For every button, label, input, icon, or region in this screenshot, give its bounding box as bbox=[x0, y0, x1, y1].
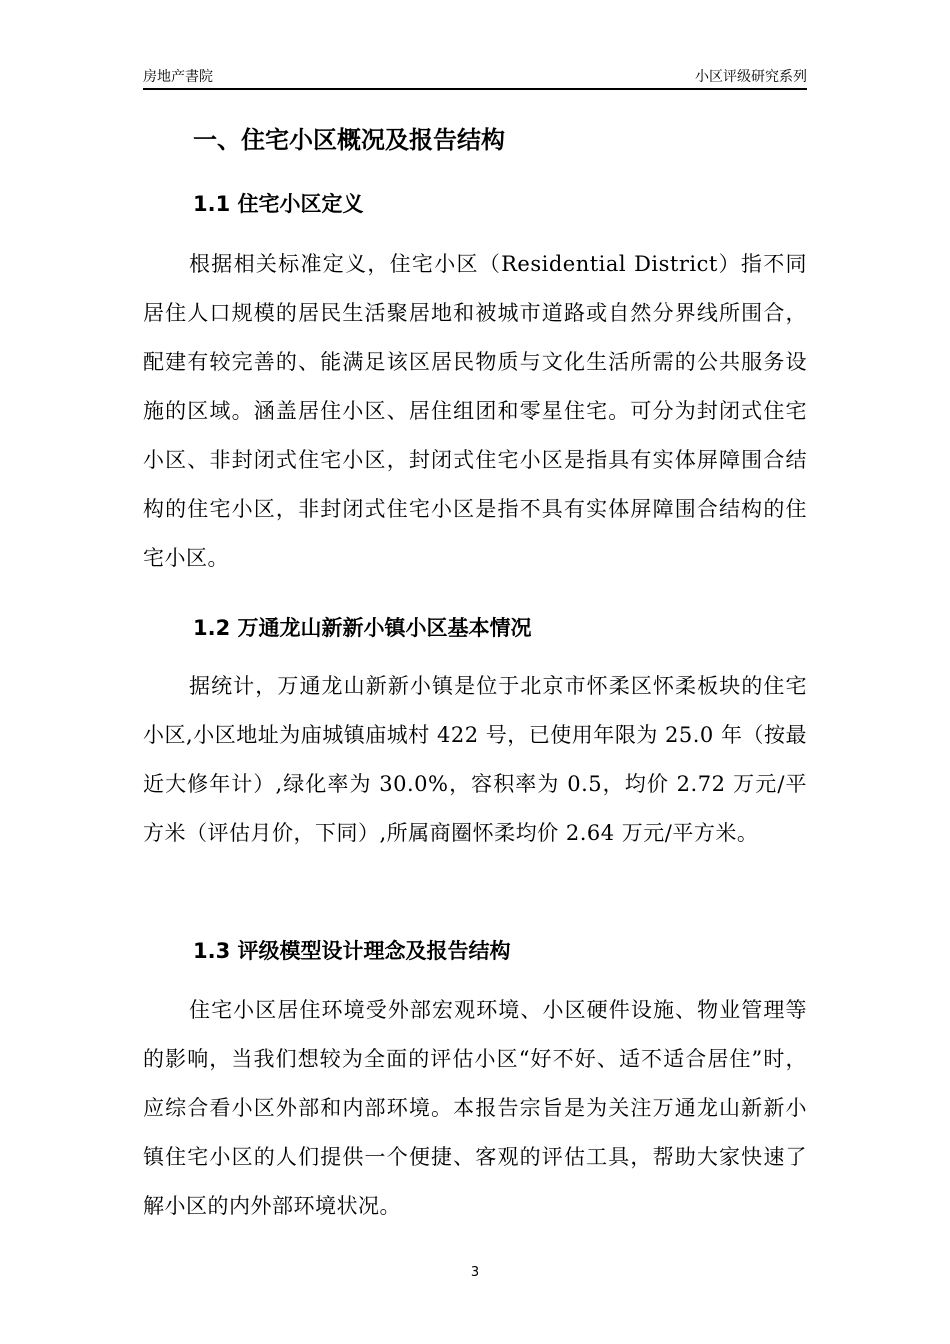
page-number: 3 bbox=[470, 1265, 480, 1280]
paragraph-model-design: 住宅小区居住环境受外部宏观环境、小区硬件设施、物业管理等的影响，当我们想较为全面的评估小区“好不好、适不适合居住”时，应综合看小区外部和内部环境。本报告宗旨是为关注万通龙山新新小镇住宅小区的人们提供一个便捷、客观的评估工具，帮助大家快速了解小区的内外部环境状况。 bbox=[143, 998, 807, 1218]
subsection-heading-1-3: 1.3 评级模型设计理念及报告结构 bbox=[193, 939, 511, 963]
header-divider bbox=[143, 88, 807, 90]
page-header bbox=[143, 66, 807, 88]
header-series: 小区评级研究系列 bbox=[695, 69, 807, 85]
subsection-heading-1-2: 1.2 万通龙山新新小镇小区基本情况 bbox=[193, 616, 532, 640]
section-title: 一、住宅小区概况及报告结构 bbox=[193, 126, 505, 154]
paragraph-definition: 根据相关标准定义，住宅小区（Residential District）指不同居住人口规模的居民生活聚居地和被城市道路或自然分界线所围合，配建有较完善的、能满足该区居民物质与文化生活所需的公共服务设施的区域。涵盖居住小区、居住组团和零星住宅。可分为封闭式住宅小区、非封闭式住宅小区，封闭式住宅小区是指具有实体屏障围合结构的住宅小区，非封闭式住宅小区是指不具有实体屏障围合结构的住宅小区。 bbox=[143, 252, 807, 570]
subsection-heading-1-1: 1.1 住宅小区定义 bbox=[193, 192, 364, 216]
header-publisher: 房地产書院 bbox=[143, 69, 213, 85]
paragraph-basic-info: 据统计，万通龙山新新小镇是位于北京市怀柔区怀柔板块的住宅小区,小区地址为庙城镇庙城村 422 号，已使用年限为 25.0 年（按最近大修年计）,绿化率为 30.0%，容积率为 0.5，均价 2.72 万元/平方米（评估月价，下同）,所属商圈怀柔均价 2.64 万元/平方米。 bbox=[143, 674, 807, 845]
